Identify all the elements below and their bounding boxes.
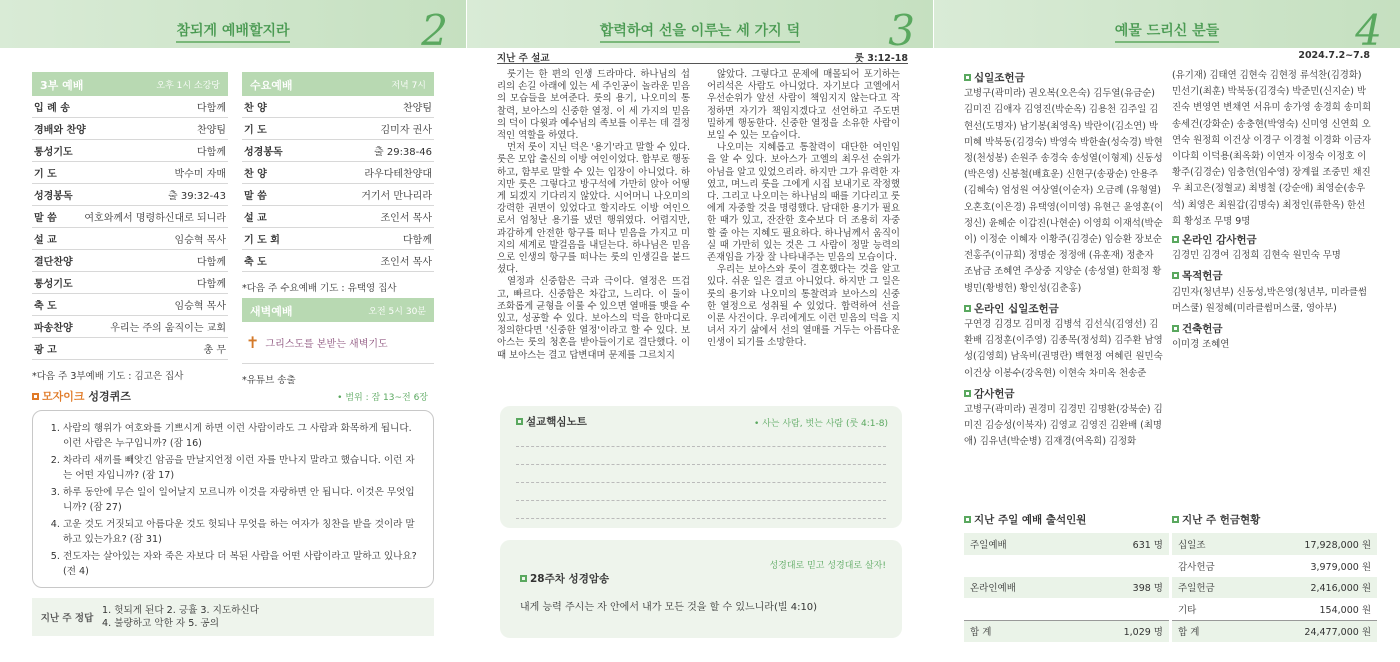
sermon-column-2 [707, 69, 900, 350]
table-row [964, 577, 1169, 599]
page-title: 합력하여 선을 이루는 세 가지 덕 [600, 23, 800, 43]
order-value: 다함께 [197, 147, 226, 158]
table-row [964, 620, 1169, 642]
row-label: 기타 [1178, 605, 1197, 617]
attendance-title: 지난 주일 예배 출석인원 [964, 512, 1169, 527]
order-item: 결단찬양 [34, 257, 73, 268]
page-title: 참되게 예배할지라 [176, 23, 289, 43]
square-icon [964, 516, 971, 523]
page-sermon [467, 0, 933, 662]
cross-icon: ✝ [246, 333, 260, 352]
row-label: 감사헌금 [1178, 561, 1215, 573]
memo-slogan: 성경대로 믿고 성경대로 살자! [769, 561, 886, 571]
quiz-box [32, 410, 434, 588]
sermon-label: 지난 주 설교 [497, 53, 550, 64]
order-value: 라우다테찬양대 [364, 169, 432, 180]
page-offerings [934, 0, 1400, 662]
order-value: 찬양팀 [403, 103, 432, 114]
order-item: 말 씀 [244, 191, 267, 202]
quiz-question: 5. 전도자는 살아있는 자와 죽은 자보다 더 복된 사람을 어떤 사람이라고 말하고 있나요? (전 4) [63, 549, 421, 579]
table-row [1172, 598, 1377, 620]
row-value: 631 명 [1073, 533, 1169, 555]
sermon-paragraph: 않았다. 그렇다고 문제에 매몰되어 포기하는 어리석은 사람도 아니었다. 자기보다 고엘에서 우선순위가 앞선 사람이 책임지지 않는다고 작정하면 자기가 책임지겠다고 선언하고 주도면밀하게 행동한다. 신중한 열정을 소유한 사람이 보일 수 있는 모습이다. [707, 69, 900, 142]
square-icon [1172, 272, 1179, 279]
square-icon [1172, 516, 1179, 523]
order-row [242, 162, 434, 184]
last-week-answers [32, 598, 434, 636]
page-number: 3 [888, 6, 915, 55]
order-value: 다함께 [403, 235, 432, 246]
dawn-note: *유튜브 송출 [242, 375, 296, 386]
order-item: 축 도 [34, 301, 57, 312]
note-line [516, 500, 886, 501]
order-value: 다함께 [197, 257, 226, 268]
order-row [32, 272, 228, 294]
memo-title: 28주차 성경암송 [520, 571, 609, 586]
offering-sections-right [1172, 232, 1372, 353]
square-icon [32, 393, 39, 400]
wed-service-box [242, 72, 434, 386]
dawn-service-heading: 새벽예배 오전 5시 30분 [242, 298, 434, 322]
offering-names: 김경민 김경여 김정희 김현숙 원민숙 무명 [1172, 250, 1341, 262]
row-label: 합 계 [964, 620, 1073, 642]
offering-date: 2024.7.2~7.8 [1298, 50, 1370, 61]
offering-section-title: 감사헌금 [964, 386, 1164, 402]
sermon-paragraph: 나오미는 지혜롭고 통찰력이 대단한 여인임을 알 수 있다. 보아스가 고엘의 최우선 순위가 아님을 알고 있었으리라. 하지만 그가 유력한 자였고, 며느리 룻을 그에게 시집 보내기로 작정했다. 그리고 나오미는 하나님의 때를 기다리고 룻에게 자중할 것을 명령했다. 담대한 용기가 필요한 때가 있고, 잔잔한 호수보다 더 조용히 자중할 줄 아는 지혜도 필요하다. 하나님께서 움직이실 때 가만히 있는 것은 그 사람이 정말 능력의 존재임을 가장 잘 나타내주는 믿음의 모습이다. [707, 142, 900, 264]
order-value: 거기서 만나리라 [361, 191, 432, 202]
table-row [1172, 555, 1377, 577]
row-value: 24,477,000 원 [1250, 620, 1377, 642]
notes-reference: • 사는 사람, 벗는 사람 (룻 4:1-8) [753, 419, 888, 429]
row-value: 17,928,000 원 [1250, 533, 1377, 555]
notes-title: 설교핵심노트 [516, 414, 886, 429]
dawn-banner: ✝ 그리스도를 본받는 새벽기도 [242, 322, 434, 364]
order-row [242, 118, 434, 140]
row-label: 온라인예배 [964, 577, 1073, 599]
sermon-paragraph: 우리는 보아스와 룻이 결혼했다는 것을 알고 있다. 쉬운 일은 결코 아니었다. 하지만 그 일은 룻의 용기와 나오미의 통찰력과 보아스의 신중한 열정으로 성취될 수 있었다. 합력하여 선을 이룬 사건이다. 우리에게도 이런 믿음의 덕을 지녀서 자기 삶에서 선의 열매를 거두는 아름다운 인생이 되기를 소망한다. [707, 264, 900, 349]
sermon-paragraph: 룻기는 한 편의 인생 드라마다. 하나님의 섭리의 손길 아래에 있는 세 주인공이 놀라운 믿음의 모습들을 보여준다. 룻의 용기, 나오미의 통찰력, 보아스의 신중한 열정. 이 세 가지의 믿음의 덕이 다윗과 예수님의 족보를 이루는 데 결정적인 역할을 하였다. [497, 69, 690, 142]
order-row [242, 184, 434, 206]
memory-verse-box [500, 540, 902, 638]
quiz-question: 1. 사람의 행위가 여호와를 기쁘시게 하면 이런 사람이라도 그 사람과 화목하게 됩니다. 이런 사람은 누구입니까? (잠 16) [63, 421, 421, 451]
sermon-column-1 [497, 69, 690, 362]
order-row [32, 250, 228, 272]
row-label: 주일헌금 [1172, 577, 1250, 599]
row-value: 398 명 [1073, 577, 1169, 599]
square-icon [520, 575, 527, 582]
order-row [32, 228, 228, 250]
order-value: 찬양팀 [197, 125, 226, 136]
order-row [32, 206, 228, 228]
offering-list-left [964, 68, 1164, 455]
order-value: 다함께 [197, 279, 226, 290]
row-label: 십일조 [1172, 533, 1250, 555]
table-row [964, 598, 1169, 620]
order-value: 여호와께서 명령하신대로 되니라 [84, 213, 226, 224]
order-item: 기 도 [244, 125, 267, 136]
order-item: 성경봉독 [34, 191, 73, 202]
order-item: 기 도 회 [244, 235, 280, 246]
table-row [1172, 577, 1377, 599]
table-row [1172, 533, 1377, 555]
note-line [516, 464, 886, 465]
order-row [32, 162, 228, 184]
sermon-paragraph: 먼저 룻이 지닌 덕은 '용기'라고 말할 수 있다. 룻은 모압 출신의 이방 여인이었다. 합부로 행동하고, 함부로 말할 수 있는 입장이 아니었다. 하지만 룻은 그렇다고 방구석에 가만히 앉아 어떻게 되겠지 기다리지 않았다. 시어머니 나오미의 강력한 권면이 있었다고 할지라도 이방 여인으로서 엄청난 용기를 냈던 행위였다. 어렵지만, 과감하게 안전한 항구를 떠나 믿음을 가지고 미지의 세계로 발걸음을 내딛는다. 하나님은 믿음으로 인생의 항구를 떠나는 룻의 인생길을 붙드셨다. [497, 142, 690, 276]
order-item: 말 씀 [34, 213, 57, 224]
sermon-notes-box [500, 406, 902, 528]
order-row [32, 294, 228, 316]
quiz-range: • 범위 : 잠 13~전 6장 [337, 393, 428, 403]
page-number: 4 [1355, 6, 1382, 55]
note-line [516, 482, 886, 483]
answer-text: 1. 헛되게 된다 2. 긍휼 3. 지도하신다 4. 불량하고 악한 자 5. 공의 [102, 605, 259, 629]
wed-service-order [242, 96, 434, 272]
page-worship [0, 0, 466, 662]
order-value: 총 무 [203, 345, 226, 356]
order-row [242, 206, 434, 228]
quiz-question: 3. 하루 동안에 무슨 일이 일어날지 모르니까 이것을 자랑하면 안 됩니다. 이것은 무엇입니까? (잠 27) [63, 485, 421, 515]
page-header [467, 0, 933, 55]
third-service-heading: 3부 예배 오후 1시 소강당 [32, 72, 228, 96]
offering-section-title: 온라인 십일조헌금 [964, 301, 1164, 317]
square-icon [964, 390, 971, 397]
quiz-question: 4. 고운 것도 거짓되고 아름다운 것도 헛되나 무엇을 하는 여자가 칭찬을 받을 것이라 말하고 있는가요? (잠 31) [63, 517, 421, 547]
square-icon [1172, 236, 1179, 243]
offering-names: 이미경 조혜연 [1172, 339, 1230, 351]
order-row [242, 140, 434, 162]
square-icon [964, 74, 971, 81]
order-item: 성경봉독 [244, 147, 283, 158]
order-row [32, 316, 228, 338]
offering-names: 고병구(곽미라) 권경미 김경민 김명환(강북순) 김미진 김승성(이북자) 김영교 김영진 김완배 (최명애) 김유년(박순병) 김재경(여옥희) 김정화 [964, 404, 1163, 448]
order-value: 출 39:32-43 [168, 191, 226, 202]
order-value: 임승혁 목사 [174, 235, 226, 246]
order-item: 광 고 [34, 345, 57, 356]
offering-table [1172, 512, 1377, 642]
order-value: 다함께 [197, 103, 226, 114]
third-service-order [32, 96, 228, 360]
order-row [242, 228, 434, 250]
offering-section-title: 온라인 감사헌금 [1172, 232, 1372, 248]
sermon-paragraph: 열정과 신중함은 극과 극이다. 열정은 뜨겁고, 빠르다. 신중함은 차갑고, 느리다. 이 둘이 조화롭게 균형을 이룰 수 있으면 열매를 맺을 수 있고, 성공할 수 있다. 보아스의 덕을 한마디로 정의한다면 '신중한 열정'이라고 할 수 있다. 보아스는 룻의 청혼을 받아들이기로 결단했다. 이때 보아스는 결고 답변대며 문제를 그르치지 [497, 276, 690, 361]
order-item: 축 도 [244, 257, 267, 268]
order-value: 출 29:38-46 [374, 147, 432, 158]
page-header [934, 0, 1400, 55]
page-header [0, 0, 466, 55]
order-row [242, 96, 434, 118]
sermon-reference: 룻 3:12-18 [854, 53, 908, 64]
order-item: 통성기도 [34, 279, 73, 290]
order-item: 찬 양 [244, 103, 267, 114]
note-line [516, 518, 886, 519]
order-item: 찬 양 [244, 169, 267, 180]
row-value: 3,979,000 원 [1310, 561, 1371, 573]
attendance-table [964, 512, 1169, 642]
memo-verse: 내게 능력 주시는 자 안에서 내가 모든 것을 할 수 있느니라(빌 4:10) [520, 602, 818, 613]
order-item: 경배와 찬양 [34, 125, 86, 136]
answer-label: 지난 주 정답 [40, 613, 94, 624]
order-item: 통성기도 [34, 147, 73, 158]
offering-names: 구연경 김경모 김미정 김병석 김선식(김영선) 김환배 김정훈(이주영) 김종목(정성희) 김주환 남영성(김영희) 남욱비(권명란) 백현정 여혜린 원민숙 이건상 이봉수(강옥현) 이현숙 차미옥 천송준 [964, 319, 1163, 379]
order-item: 파송찬양 [34, 323, 73, 334]
row-label: 합 계 [1172, 620, 1250, 642]
order-item: 입 례 송 [34, 103, 70, 114]
page-number: 2 [421, 6, 448, 55]
row-value [1073, 598, 1169, 620]
row-label [964, 555, 1073, 577]
offering-section-title: 건축헌금 [1172, 321, 1372, 337]
order-row [32, 184, 228, 206]
order-row [32, 96, 228, 118]
order-value: 조인서 목사 [380, 213, 432, 224]
quiz-title: 모자이크 성경퀴즈 [32, 388, 131, 404]
row-value [1073, 555, 1169, 577]
page-title: 예물 드리신 분들 [1115, 23, 1219, 43]
wed-service-note: *다음 주 수요예배 기도 : 유택영 집사 [242, 283, 397, 294]
order-value: 박수미 자매 [174, 169, 226, 180]
row-label [964, 598, 1073, 620]
table-row [964, 555, 1169, 577]
order-item: 설 교 [244, 213, 267, 224]
order-row [242, 250, 434, 272]
offering-list-right [1172, 68, 1372, 357]
table-row [1172, 620, 1377, 642]
offering-section-title: 목적헌금 [1172, 268, 1372, 284]
order-row [32, 140, 228, 162]
third-service-note: *다음 주 3부예배 기도 : 김고은 집사 [32, 371, 184, 382]
offering-title: 지난 주 헌금현황 [1172, 512, 1377, 527]
order-item: 설 교 [34, 235, 57, 246]
order-value: 우리는 주의 움직이는 교회 [110, 323, 226, 334]
order-row [32, 118, 228, 140]
offering-section-title: 십일조헌금 [964, 70, 1164, 86]
offering-names: 김민자(청년부) 신동성,박은영(청년부, 미라클썸머스쿨) 원정혜(미라클썸머스쿨, 영아부) [1172, 286, 1367, 314]
mosaic-brand: 모자이크 [32, 390, 85, 403]
third-service-box [32, 72, 228, 382]
square-icon [964, 305, 971, 312]
sermon-header [497, 50, 908, 64]
row-value: 2,416,000 원 [1250, 577, 1377, 599]
order-row [32, 338, 228, 360]
offering-names-continued: (유기재) 김태연 김현숙 김현정 류석찬(김경화) 민선기(최훈) 박북동(김경숙) 박준민(신지순) 박진숙 변영연 변채연 서유미 송가영 송경희 송미희 송세건(강화순) 송충현(박영숙) 신미영 신연희 오연숙 원정희 이건상 이경구 이경철 이경화 이금자 이다희 이덕용(최옥화) 이연자 이정숙 이정호 이황주(김경순) 임충헌(임수영) 장계월 조중민 채진우 최고은(정혈교) 최병철 (강순애) 최영순(송우석) 최영은 최원갑(김명숙) 최정인(류한옥) 한선희 황성조 무명 9명 [1172, 70, 1372, 227]
order-value: 임승혁 목사 [174, 301, 226, 312]
offering-names: 고병구(곽미라) 권오복(오은숙) 김두열(유금순) 김미진 김애자 김영진(박순옥) 김용천 김주일 김현선(도명자) 남기봉(최영옥) 박란이(김소연) 박미혜 박북동(김경숙) 박영숙 박한솔(성숙경) 박현정(천성봉) 손원주 송경숙 송성열(이형제) 신동성(박은영) 신봉철(배효운) 신현구(송광순) 안용주(김혜숙) 엄성원 여상열(이순자) 오금례 (유형열) 오혼호(이은경) 유택영(이미영) 유현근 윤영훈(이정신) 윤혜순 이갑진(나현순) 이영희 이재석(박순이) 이정순 이혜자 이황주(김경순) 임승환 장보순 전홍주(이규희) 정명순 정정애 (유훈재) 정춘자 조남금 조혜연 주상중 지양순 (송성열) 한희정 황병민(황병헌) 황인성(김춘홍) [964, 88, 1164, 294]
square-icon [516, 418, 523, 425]
order-item: 기 도 [34, 169, 57, 180]
table-row [964, 533, 1169, 555]
row-label: 주일예배 [964, 533, 1073, 555]
order-value: 김미자 권사 [380, 125, 432, 136]
square-icon [1172, 325, 1179, 332]
note-line [516, 446, 886, 447]
order-value: 조인서 목사 [380, 257, 432, 268]
row-value: 154,000 원 [1319, 605, 1371, 617]
quiz-questions [47, 421, 421, 579]
quiz-question: 2. 차라리 새끼를 빼앗긴 암곰을 만날지언정 이런 자를 만나지 말라고 했습니다. 이런 자는 어떤 자입니까? (잠 17) [63, 453, 421, 483]
row-value: 1,029 명 [1073, 620, 1169, 642]
wed-service-heading: 수요예배 저녁 7시 [242, 72, 434, 96]
